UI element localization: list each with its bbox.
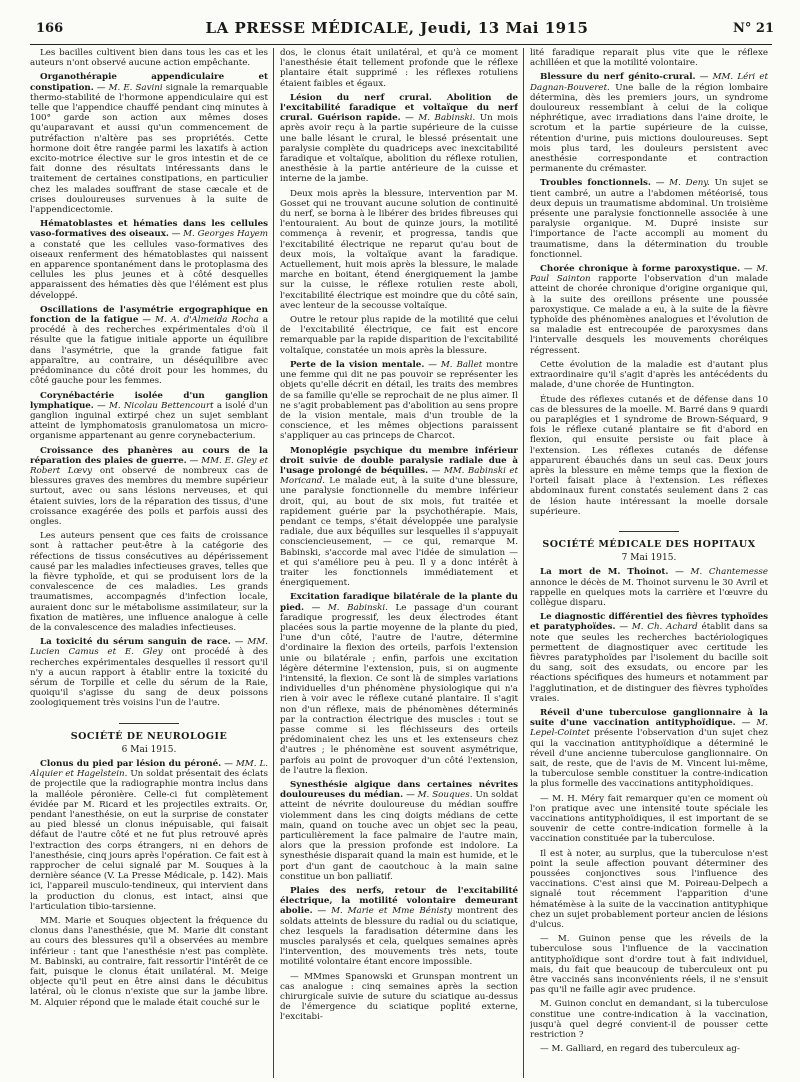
header-rule — [30, 44, 772, 45]
article-author: — M. Paul Sainton — [530, 264, 768, 285]
paragraph: M. Guinon conclut en demandant, si la tuberculose constitue une contre-indication à la vaccination, jusqu'à quel degré convient-il de pousser cette restriction ? — [530, 999, 768, 1041]
article-body: Le passage d'un courant faradique progressif, les deux électrodes étant placées sous la partie moyenne de la plante du pied, l'une d'un côté, l'autre de l'autre, détermine d'ordinaire la flexion des orteils, parfois l'extension unie ou bilatérale ; enfin, parfois une excitation légère détermine l'extension, puis, si on augmente l'intensité, la flexion. Ce sont là de simples variations individuelles d'un phénomène physiologique qui n'a rien à voir avec le réflexe cutané plantaire. Il s'agit non d'un réflexe, mais de phénomènes déterminés par la contraction électrique des muscles : tout se passe comme si les fléchisseurs des orteils prédominaient chez les uns et les extenseurs chez d'autres ; le phénomène est souvent asymétrique, parfois au point de provoquer d'un côté l'extension, de l'autre la flexion. — [280, 602, 518, 776]
article-heading: Réveil d'une tuberculose ganglionnaire à la suite d'une vaccination antityphoïdique. — [530, 707, 768, 729]
paragraph: — M. H. Méry fait remarquer qu'en ce moment où l'on pratique avec une intensité toute spéciale les vaccinations antityphoïdiques, il est important de se souvenir de cette contre-indication formelle à la vaccination constituée par la tuberculose. — [530, 793, 768, 845]
article-body: Un sujet se tient cambré, un autre a l'abdomen météorisé, tous deux depuis un traumatisme abdominal. Un troisième présente une paralysie fonctionnelle associée à une paralysie organique. M. Dupré insiste sur l'importance de l'acte accompli au moment du traumatisme, dans la détermination du trouble fonctionnel. — [530, 178, 768, 260]
article — [280, 780, 518, 882]
section-rule — [619, 531, 679, 532]
paragraph: Outre le retour plus rapide de la motilité que celui de l'excitabilité électrique, ce fait est encore remarquable par la rapide disparition de l'excitabilité voltaïque, constatée un mois après la blessure. — [280, 315, 518, 356]
article-heading: Croissance des phanères au cours de la réparation des plaies de guerre. — [30, 445, 268, 466]
article-body: montrent des soldats atteints de blessure du radial ou du sciatique, chez lesquels la faradisation détermine dans les muscles paralysés et cela, quelques semaines après l'intervention, des mouvements très nets, toute motilité volontaire étant encore impossible. — [280, 906, 518, 968]
article-author: — M. Marie et Mme Bénisty — [317, 906, 453, 917]
article-body: Une balle de la région lombaire détermina, dès les premiers jours, un syndrome douloureux ressemblant à celui de la colique néphrétique, avec irradiations dans l'aine droite, le scrotum et la partie supérieure de la cuisse, rétention d'urine, puis mictions douloureuses. Sept mois plus tard, les douleurs persistent avec anesthésie correspondante et contraction permanente du crémaster. — [530, 82, 768, 175]
paragraph: Les auteurs pensent que ces faits de croissance sont à rattacher peut-être à la catégorie des réfections de tissus consécutives au dépérissement causé par les maladies infectieuses graves, telles que la fièvre typhoïde, et qui se produisent lors de la convalescence de ces maladies. Les grands traumatismes, accompagnés d'infection locale, auraient donc sur le métabolisme assimilateur, sur la fixation de matières, une influence analogue à celle de la convalescence des maladies infectieuses. — [30, 531, 268, 633]
section-rule — [119, 723, 179, 724]
article-heading: Chorée chronique à forme paroxystique. — [540, 264, 741, 275]
article — [530, 264, 768, 356]
article-author: — M. Lepel-Cointet — [530, 718, 768, 739]
article-body: a procédé à des recherches expérimentales d'où il résulte que la fatigue initiale apporte un équilibre dans l'asymétrie, que la grande fatigue fait apparaître, au contraire, un déséquilibre avec prédominance du côté droit pour les hommes, du côté gauche pour les femmes. — [30, 315, 268, 387]
article — [530, 72, 768, 174]
society-header — [530, 531, 768, 563]
article-body: montre une femme qui dit ne pas pouvoir se représenter les objets qu'elle décrit en détail, les traits des membres de sa famille qu'elle se reprochait de ne plus aimer. Il ne s'agit probablement pas d'abolition au sens propre de la vision mentale, mais d'un trouble de la conscience, et les mêmes objections paraissent s'appliquer au cas princeps de Charcot. — [280, 359, 518, 442]
article-author: — M. Ch. Achard — [619, 622, 698, 633]
article-author: — MM. Babinski et Moricand. — [280, 465, 518, 487]
article-author: — M. Deny. — [655, 178, 710, 189]
article-author: — M. Nicolau Bettencourt — [97, 400, 214, 411]
journal-title: LA PRESSE MÉDICALE, Jeudi, 13 Mai 1915 — [205, 19, 589, 37]
article-body: Un soldat atteint de névrite douloureuse du médian souffre violemment dans les cinq doigts médians de cette main, quand on touche avec un objet sec la peau, particulièrement la face palmaire de l'autre main, alors que la pression profonde est indolore. La synesthésie disparait quand la main est humide, et le port d'un gant de caoutchouc à la main saine constitue un bon palliatif. — [280, 790, 518, 882]
article-author: — M. A. d'Almeida Rocha — [142, 315, 259, 326]
article — [280, 886, 518, 968]
article-body: a isolé d'un ganglion inguinal extirpé chez un sujet semblant atteint de lymphomatosis granulomatosa un micro-organisme appartenant au genre corynebacterium. — [30, 400, 268, 442]
paragraph: Étude des réflexes cutanés et de défense dans 10 cas de blessures de la moelle. M. Barré dans 9 quardi ou paraplégies et 1 syndrome de Brown-Séquard, 9 fois le réflexe cutané plantaire se fit d'abord en flexion, qui ensuite persiste ou fait place à l'extension. Les réflexes cutanés de défense apparurent ébauchés dans un seul cas. Deux jours après la blessure en même temps que la flexion de l'orteil faisait place à l'extension. Les réflexes abdominaux furent constatés seulement dans 2 cas de lésion haute intéressant la moelle dorsale supérieure. — [530, 394, 768, 517]
article-heading: Blessure du nerf génito-crural. — [540, 72, 696, 83]
paragraph: — M. Galliard, en regard des tuberculeux ag- — [540, 1044, 740, 1055]
article-author: — MM. Léri et Dagnan-Bouveret. — [530, 72, 768, 93]
article-body: ont observé de nombreux cas de blessures graves des membres du membre supérieur surtout, avec ou sans lésions nerveuses, et qui étaient suivies, lors de la réparation des tissus, d'une croissance exagérée des poils et parfois aussi des ongles. — [30, 465, 268, 527]
paragraph: lité faradique reparait plus vite que le réflexe achilléen et que la motilité volontaire. — [530, 48, 768, 69]
article-author: — M. E. Savini — [96, 82, 163, 93]
article-heading: Troubles fonctionnels. — [540, 178, 651, 189]
article-author: — M. Babinski. — [405, 113, 476, 124]
page-number: 166 — [36, 21, 64, 36]
article-body: Un soldat présentait des éclats de projectile que la radiographie montra inclus dans la malléole péronière. Celle-ci fut complètement évidée par M. Ricard et les projectiles extraits. Or, pendant l'anesthésie, on eut la surprise de constater au pied blessé un clonus inépuisable, qui faisait défaut de l'autre côté et ne fut plus retrouvé après l'extraction des corps étrangers, ni en dehors de l'anesthésie, cinq jours après l'opération. Ce fait est à rapprocher de celui signalé par M. Souques à la dernière séance (V. La Presse Médicale, p. 142). Mais ici, l'appareil musculo-tendineux, qui intervient dans la production du clonus, est intact, ainsi que l'articulation tibio-tarsienne. — [30, 769, 268, 912]
article — [530, 567, 768, 608]
issue-number: N° 21 — [733, 21, 774, 36]
article-heading: Lésion du nerf crural. Abolition de l'excitabilité faradique et voltaïque du nerf crural. Guérison rapide. — [280, 92, 518, 124]
article-heading: Excitation faradique bilatérale de la plante du pied. — [280, 592, 518, 613]
article-body: établit dans sa note que seules les recherches bactériologiques permettent de diagnostiquer avec certitude les fièvres paratyphoïdes par l'isolement du bacille soit du sang, soit des exsudats, ou encore par les réactions spécifiques des humeurs et notamment par l'agglutination, et de distinguer des fièvres typhoïdes vraies. — [530, 622, 768, 704]
article — [530, 708, 768, 790]
article-heading: Organothérapie appendiculaire et constipation. — [30, 72, 268, 93]
column-1 — [30, 48, 268, 1078]
paragraph: Deux mois après la blessure, intervention par M. Gosset qui ne trouvant aucune solution de continuité du nerf, se borna à le libérer des brides fibreuses qui l'entouraient. Au bout de quinze jours, la motilité commença à revenir, et progressa, tandis que l'excitabilité électrique ne reparut qu'au bout de deux mois, la voltaïque avant la faradique. Actuellement, huit mois après la blessure, le malade marche en boitant, étend énergiquement la jambe sur la cuisse, le réflexe rotulien reste aboli, l'excitabilité électrique est moindre que du côté sain, avec lenteur de la secousse voltaïque. — [280, 188, 518, 311]
article-heading: Clonus du pied par lésion du péroné. — [40, 759, 222, 769]
paragraph: Cette évolution de la maladie est d'autant plus extraordinaire qu'il s'agit d'après les antécédents du malade, d'une chorée de Huntington. — [530, 359, 768, 391]
article — [280, 446, 518, 589]
article-heading: Synesthésie algique dans certaines névrites douloureuses du médian. — [280, 780, 518, 801]
article-heading: Perte de la vision mentale. — [290, 359, 425, 370]
article-heading: Corynébactérie isolée d'un ganglion lymphatique. — [30, 390, 268, 411]
article — [30, 637, 268, 708]
article-heading: La toxicité du sérum sanguin de race. — [40, 637, 231, 648]
article-body: rapporte l'observation d'un malade atteint de chorée chronique d'origine organique qui, à la suite des oreillons présente une poussée paroxystique. Ce malade a eu, à la suite de la fièvre typhoïde des phénomènes analogues et l'évolution de sa maladie est entrecoupée de paroxysmes dans l'intervalle desquels les mouvements choréiques régressent. — [530, 274, 768, 356]
column-divider — [523, 48, 524, 1078]
article-body: présente l'observation d'un sujet chez qui la vaccination antityphoïdique a déterminé le réveil d'une ancienne tuberculose ganglionnaire. On sait, de reste, que de l'avis de M. Vincent lui-même, la tuberculose semble constituer la contre-indication la plus formelle des vaccinations antityphoïdiques. — [530, 728, 768, 790]
column-divider — [273, 48, 274, 1078]
article-author: — MM. E. Gley et Robert Lœvy — [30, 455, 268, 476]
society-name: SOCIÉTÉ DE NEUROLOGIE — [70, 730, 228, 742]
article-author: — M. Souques. — [406, 790, 473, 801]
article — [280, 592, 518, 776]
society-header — [30, 723, 268, 755]
article-body: a constaté que les cellules vaso-formatives des oiseaux renferment des hématoblastes qui naissent en apparence spontanément dans le protoplasma des cellules les plus jeunes et à côté desquelles apparaissent des hématies dès que l'élément est plus développé. — [30, 239, 268, 301]
paragraph: Il est à noter, au surplus, que la tuberculose n'est point la seule affection pouvant déterminer des poussées conjonctives sous l'influence des vaccinations. C'est ainsi que M. Poireau-Delpech a signalé tout récemment l'apparition d'une hématémèse à la suite de la vaccination antityphique chez un sujet probablement porteur ancien de lésions d'ulcus. — [530, 848, 768, 931]
article-body: annonce le décès de M. Thoinot survenu le 30 Avril et rappelle en quelques mots la carrière et l'œuvre du collègue disparu. — [530, 577, 768, 608]
society-date: 7 Mai 1915. — [621, 553, 677, 564]
society-date: 6 Mai 1915. — [121, 744, 177, 755]
article-author: — M. Georges Hayem — [171, 229, 268, 240]
article-heading: Monoplégie psychique du membre inférieur droit suivie de double paralysie radiale due à l'usage prolongé de béquilles. — [280, 445, 518, 476]
article-author: — MM. Lucien Camus et E. Gley — [30, 637, 268, 658]
article — [280, 360, 518, 442]
article — [30, 219, 268, 301]
article — [30, 72, 268, 215]
article-heading: Le diagnostic différentiel des fièvres typhoïdes et paratyphoïdes. — [530, 612, 768, 633]
article-body: ont procédé à des recherches expérimentales desquelles il ressort qu'il n'y a aucun rapport à établir entre la toxicité du sérum de Torpille et celle du sérum de la Raie, quoiqu'il s'agisse du sang de deux poissons zoologiquement très voisins l'un de l'autre. — [30, 647, 268, 709]
article-heading: Hématoblastes et hématies dans les cellules vaso-formatives des oiseaux. — [30, 219, 268, 240]
society-name: SOCIÉTÉ MÉDICALE DES HOPITAUX — [542, 538, 756, 550]
article-body: signale la remarquable thermo-stabilité de l'hormone appendiculaire qui est telle que l'appendice chauffé pendant cinq minutes à 100° garde son action aux mêmes doses qu'auparavant et aussi qu'un commencement de putréfaction n'altère pas ses propriétés. Cette hormone doit être rangée parmi les laxatifs à action excito-motrice élective sur le gros intestin et de ce fait donne des résultats intéressants dans le traitement de certaines constipations, en particulier chez les malades souffrant de stase cæcale et de crises douloureuses survenues à la suite de l'appendicectomie. — [30, 82, 268, 216]
article — [30, 391, 268, 442]
page-header — [14, 18, 780, 40]
column-3 — [530, 48, 768, 1078]
article-body: Le malade eut, à la suite d'une blessure, une paralysie fonctionnelle du membre inférieur droit, qui, au bout de six mois, fut traitée et rapidement guérie par la psychothérapie. Mais, pendant ce temps, s'était développée une paralysie radiale, due aux béquilles sur lesquelles il s'appuyait consciencieusement, — ce qui, remarque M. Babinski, s'accorde mal avec l'idée de simulation — et qui s'améliore peu à peu. Il y a donc intérêt à traiter les fonctionnels immédiatement et énergiquement. — [280, 476, 518, 589]
article — [530, 612, 768, 704]
paragraph: — MMmes Spanowski et Grunspan montrent un cas analogue : cinq semaines après la section chirurgicale suivie de suture du sciatique au-dessus de l'émergence du sciatique poplité externe, l'excitabi- — [280, 971, 518, 1023]
article-heading: La mort de M. Thoinot. — [540, 567, 669, 578]
paragraph: dos, le clonus était unilatéral, et qu'à ce moment l'anesthésie était tellement profonde que le réflexe plantaire était supprimé : les réflexes rotuliens étaient faibles et égaux. — [280, 48, 518, 89]
article — [30, 305, 268, 387]
article-author: — M. Ballet — [428, 359, 483, 370]
article-author: — M. Chantemesse — [675, 567, 768, 578]
article-heading: Oscillations de l'asymétrie ergographique en fonction de la fatigue — [30, 304, 268, 326]
article — [30, 759, 268, 912]
paragraph: — M. Guinon pense que les réveils de la tuberculose sous l'influence de la vaccination antityphoïdique sont d'ordre tout à fait individuel, mais, du fait que beaucoup de tuberculeux ont pu être vaccinés sans inconvénients réels, il ne s'ensuit pas qu'il ne faille agir avec prudence. — [530, 934, 768, 996]
article-author: — M. Babinski. — [311, 602, 388, 613]
article — [280, 93, 518, 185]
article-author: — MM. L. Alquier et Hagelstein. — [30, 759, 268, 780]
article-body: Un mois après avoir reçu à la partie supérieure de la cuisse une balle lésant le crural, le blessé présentait une paralysie complète du quadriceps avec inexcitabilité faradique et voltaïque, abolition du réflexe rotulien, anesthésie à la partie antérieure de la cuisse et interne de la jambe. — [280, 113, 518, 185]
paragraph: Les bacilles cultivent bien dans tous les cas et les auteurs n'ont observé aucune action empêchante. — [30, 48, 268, 69]
article-heading: Plaies des nerfs, retour de l'excitabilité électrique, la motilité volontaire demeurant abolie. — [280, 886, 518, 917]
paragraph: MM. Marie et Souques objectent la fréquence du clonus dans l'anesthésie, que M. Marie dit constant au cours des blessures qu'il a observées au membre inférieur : tant que l'anesthésie n'est pas complète. M. Babinski, au contraire, fait ressortir l'intérêt de ce fait, puisque le clonus était unilatéral. M. Meige objecte qu'il peut en être ainsi dans le décubitus latéral, où le clonus n'existe que sur la jambe libre. M. Alquier répond que le malade était couché sur le — [30, 916, 268, 1008]
article — [530, 178, 768, 260]
column-2 — [280, 48, 518, 1078]
article — [30, 446, 268, 528]
